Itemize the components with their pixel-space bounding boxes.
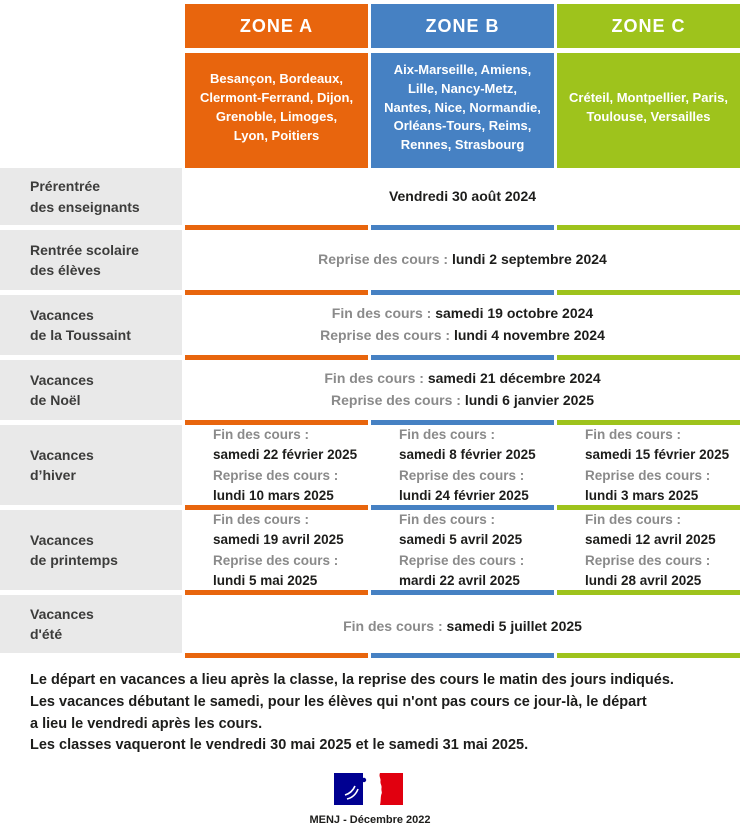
row-label-ete bbox=[0, 595, 182, 653]
row-label-line2: d’hiver bbox=[30, 467, 76, 483]
row-prerentree bbox=[0, 163, 740, 225]
republique-francaise-logo bbox=[0, 773, 740, 805]
row-value-prerentree bbox=[185, 163, 740, 225]
row-label-line2: des enseignants bbox=[30, 198, 140, 215]
footnote-line: Les vacances débutant le samedi, pour les élèves qui n'ont pas cours ce jour-là, le départ bbox=[30, 693, 647, 710]
row-label-toussaint bbox=[0, 295, 182, 355]
zone-a-header: ZONE A bbox=[185, 4, 368, 48]
footnotes bbox=[30, 670, 710, 757]
date-text: mardi 22 avril 2025 bbox=[399, 572, 520, 588]
row-value-toussaint bbox=[185, 290, 740, 355]
zone-a-cell bbox=[185, 425, 368, 506]
row-label-printemps bbox=[0, 510, 182, 590]
prefix-text: Fin des cours : bbox=[343, 617, 447, 634]
row-label-line1: Vacances bbox=[30, 446, 94, 463]
row-label-line2: des élèves bbox=[30, 262, 101, 278]
row-label-noel bbox=[0, 360, 182, 420]
row-noel bbox=[0, 355, 740, 420]
prefix-text: Reprise des cours : bbox=[399, 552, 525, 568]
row-label-line1: Vacances bbox=[30, 531, 94, 548]
zone-c-cell bbox=[557, 510, 740, 591]
prefix-text: Fin des cours : bbox=[399, 427, 496, 442]
footnote-line: a lieu le vendredi après les cours. bbox=[30, 715, 263, 732]
row-label-line1: Vacances bbox=[30, 605, 94, 622]
date-text: samedi 15 février 2025 bbox=[585, 447, 730, 463]
zone-a-cell bbox=[185, 510, 368, 591]
zone-header-row bbox=[0, 4, 740, 48]
date-text: lundi 28 avril 2025 bbox=[585, 572, 702, 588]
row-label-line2: de Noël bbox=[30, 392, 81, 408]
row-zone-values-hiver bbox=[185, 420, 740, 505]
date-text: samedi 5 juillet 2025 bbox=[446, 617, 582, 634]
date-text: lundi 6 janvier 2025 bbox=[464, 392, 594, 408]
prefix-text: Reprise des cours : bbox=[318, 251, 452, 268]
zone-c-cities: Créteil, Montpellier, Paris, Toulouse, Versailles bbox=[557, 53, 740, 163]
date-text: samedi 19 avril 2025 bbox=[213, 532, 344, 548]
row-hiver bbox=[0, 420, 740, 505]
date-text: samedi 22 février 2025 bbox=[213, 447, 358, 463]
prefix-text: Fin des cours : bbox=[399, 512, 496, 527]
cities-spacer bbox=[0, 53, 182, 163]
prefix-text: Reprise des cours : bbox=[399, 467, 525, 483]
date-text: lundi 24 février 2025 bbox=[399, 487, 529, 503]
zone-b-cell bbox=[371, 425, 554, 506]
row-label-hiver bbox=[0, 425, 182, 505]
zone-cities-row bbox=[0, 53, 740, 163]
row-label-line1: Rentrée scolaire bbox=[30, 241, 139, 258]
france-flag-marianne-icon bbox=[334, 773, 406, 805]
date-text: lundi 5 mai 2025 bbox=[213, 572, 318, 588]
prefix-text: Reprise des cours : bbox=[320, 327, 454, 343]
zone-b-header: ZONE B bbox=[371, 4, 554, 48]
prefix-text: Reprise des cours : bbox=[331, 392, 465, 408]
row-value-noel bbox=[185, 355, 740, 420]
prefix-text: Fin des cours : bbox=[585, 427, 682, 442]
row-label-prerentree bbox=[0, 168, 182, 225]
zone-c-cell bbox=[557, 425, 740, 506]
row-rentree bbox=[0, 225, 740, 290]
zone-a-cities: Besançon, Bordeaux, Clermont-Ferrand, Dijon, Grenoble, Limoges, Lyon, Poitiers bbox=[185, 53, 368, 163]
prefix-text: Fin des cours : bbox=[213, 512, 310, 527]
date-text: lundi 2 septembre 2024 bbox=[451, 251, 607, 268]
date-text: samedi 21 décembre 2024 bbox=[427, 370, 601, 387]
zone-b-cell bbox=[371, 510, 554, 591]
credit-line: MENJ - Décembre 2022 bbox=[309, 814, 431, 826]
date-text: samedi 8 février 2025 bbox=[399, 447, 536, 463]
header-spacer bbox=[0, 4, 182, 48]
prefix-text: Fin des cours : bbox=[585, 512, 682, 527]
row-label-line1: Prérentrée bbox=[30, 178, 101, 195]
prefix-text: Reprise des cours : bbox=[213, 552, 339, 568]
date-text: lundi 4 novembre 2024 bbox=[453, 327, 605, 343]
row-zone-values-printemps bbox=[185, 505, 740, 590]
prefix-text: Fin des cours : bbox=[331, 305, 436, 322]
date-text: lundi 10 mars 2025 bbox=[213, 487, 334, 503]
row-toussaint bbox=[0, 290, 740, 355]
row-value-rentree bbox=[185, 225, 740, 290]
row-label-line1: Vacances bbox=[30, 371, 94, 388]
zone-b-cities: Aix-Marseille, Amiens, Lille, Nancy-Metz, Nantes, Nice, Normandie, Orléans-Tours, Reims, Rennes, Strasbourg bbox=[371, 53, 554, 163]
row-label-line2: de printemps bbox=[30, 552, 118, 568]
date-text: Vendredi 30 août 2024 bbox=[388, 187, 537, 204]
zone-c-header: ZONE C bbox=[557, 4, 740, 48]
row-label-line2: de la Toussaint bbox=[30, 327, 131, 343]
prefix-text: Fin des cours : bbox=[213, 427, 310, 442]
footnote-line: Les classes vaqueront le vendredi 30 mai 2025 et le samedi 31 mai 2025. bbox=[30, 737, 529, 754]
prefix-text: Reprise des cours : bbox=[585, 552, 711, 568]
date-text: samedi 5 avril 2025 bbox=[399, 532, 523, 548]
prefix-text: Fin des cours : bbox=[324, 370, 428, 387]
date-text: samedi 19 octobre 2024 bbox=[435, 305, 594, 322]
row-label-line2: d'été bbox=[30, 626, 63, 642]
row-value-ete bbox=[185, 590, 740, 658]
prefix-text: Reprise des cours : bbox=[213, 467, 339, 483]
date-text: lundi 3 mars 2025 bbox=[585, 487, 699, 503]
row-label-line1: Vacances bbox=[30, 306, 94, 323]
date-text: samedi 12 avril 2025 bbox=[585, 532, 716, 548]
footnote-line: Le départ en vacances a lieu après la classe, la reprise des cours le matin des jours indiqués. bbox=[30, 672, 674, 688]
row-printemps bbox=[0, 505, 740, 590]
row-label-rentree bbox=[0, 230, 182, 290]
row-ete bbox=[0, 590, 740, 658]
prefix-text: Reprise des cours : bbox=[585, 467, 711, 483]
